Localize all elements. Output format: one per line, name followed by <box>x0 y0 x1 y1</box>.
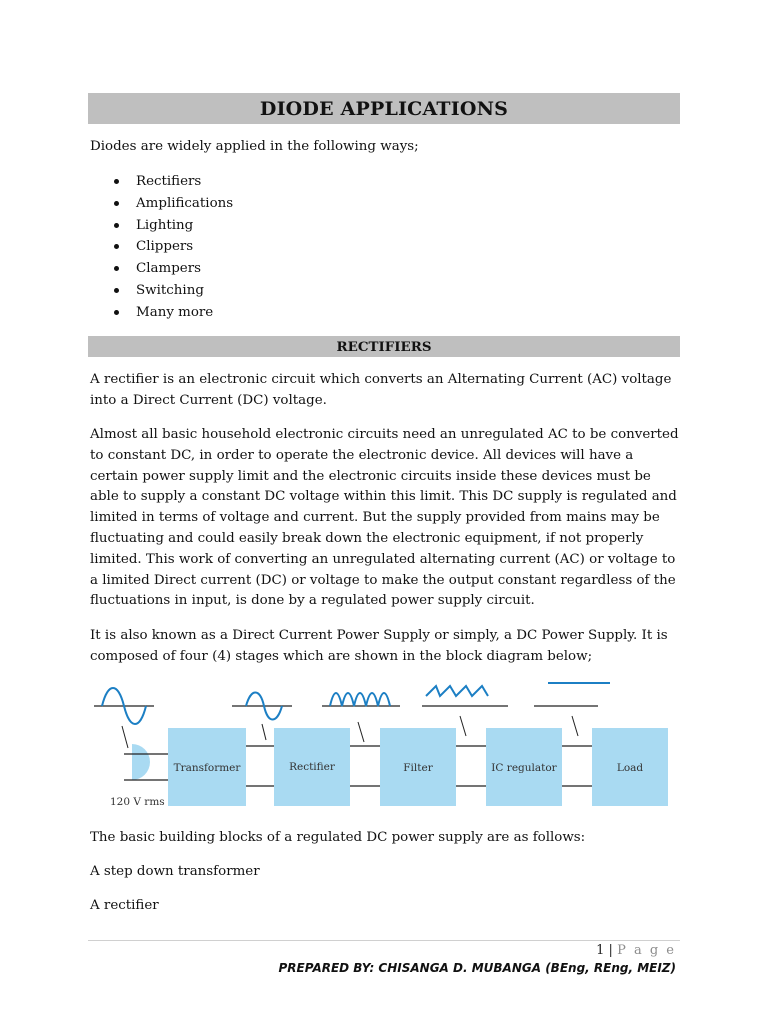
bullet-icon <box>114 223 119 228</box>
section-heading: RECTIFIERS <box>336 338 432 355</box>
ac-source-icon <box>132 744 150 780</box>
load-label: Load <box>616 762 644 774</box>
bullet-icon <box>114 179 119 184</box>
list-item: Clippers <box>90 236 233 258</box>
applications-list <box>90 171 233 324</box>
bullet-icon <box>114 266 119 271</box>
rectifier-label: Rectifier <box>289 761 335 773</box>
prepared-by: PREPARED BY: CHISANGA D. MUBANGA (BEng, REng, MEIZ) <box>278 961 676 975</box>
filtered-ripple-wave-icon <box>426 686 488 696</box>
intro-text: Diodes are widely applied in the following ways; <box>90 139 419 154</box>
building-block-rectifier: A rectifier <box>90 898 159 913</box>
building-blocks-intro: The basic building blocks of a regulated DC power supply are as follows: <box>90 830 586 845</box>
list-item: Many more <box>90 302 233 324</box>
filter-label: Filter <box>403 762 433 774</box>
ic-regulator-label: IC regulator <box>491 762 557 774</box>
list-item: Rectifiers <box>90 171 233 193</box>
power-supply-block-diagram <box>88 676 680 816</box>
transformer-label: Transformer <box>173 762 241 774</box>
paragraph-explanation: Almost all basic household electronic circuits need an unregulated AC to be converted to constant DC, in order to operate the electronic device. All devices will have a certain power supply limit and the electronic circuits inside these devices must be able to supply a constant DC voltage within this limit. This DC supply is regulated and limited in terms of voltage and current. But the supply provided from mains may be fluctuating and could easily break down the electronic equipment, if not properly limited. This work of converting an unregulated alternating current (AC) or voltage to a limited Direct current (DC) or voltage to make the output constant regardless of the fluctuations in input, is done by a regulated power supply circuit. <box>90 427 679 609</box>
rectified-wave-icon <box>330 693 390 706</box>
bullet-icon <box>114 288 119 293</box>
bullet-icon <box>114 244 119 249</box>
bullet-icon <box>114 310 119 315</box>
paragraph-stages: It is also known as a Direct Current Power Supply or simply, a DC Power Supply. It is composed of four (4) stages which are shown in the block diagram below; <box>90 628 668 664</box>
footer-divider <box>88 940 680 941</box>
list-item: Clampers <box>90 258 233 280</box>
section-heading-bar <box>88 336 680 357</box>
source-voltage-label: 120 V rms <box>110 796 165 808</box>
page-title: DIODE APPLICATIONS <box>259 97 509 120</box>
list-item: Switching <box>90 280 233 302</box>
paragraph-definition: A rectifier is an electronic circuit which converts an Alternating Current (AC) voltage into a Direct Current (DC) voltage. <box>90 372 672 408</box>
building-block-transformer: A step down transformer <box>90 864 260 879</box>
list-item: Amplifications <box>90 193 233 215</box>
bullet-icon <box>114 201 119 206</box>
page-number: 1 | P a g e <box>596 943 676 958</box>
list-item: Lighting <box>90 215 233 237</box>
title-banner <box>88 93 680 124</box>
